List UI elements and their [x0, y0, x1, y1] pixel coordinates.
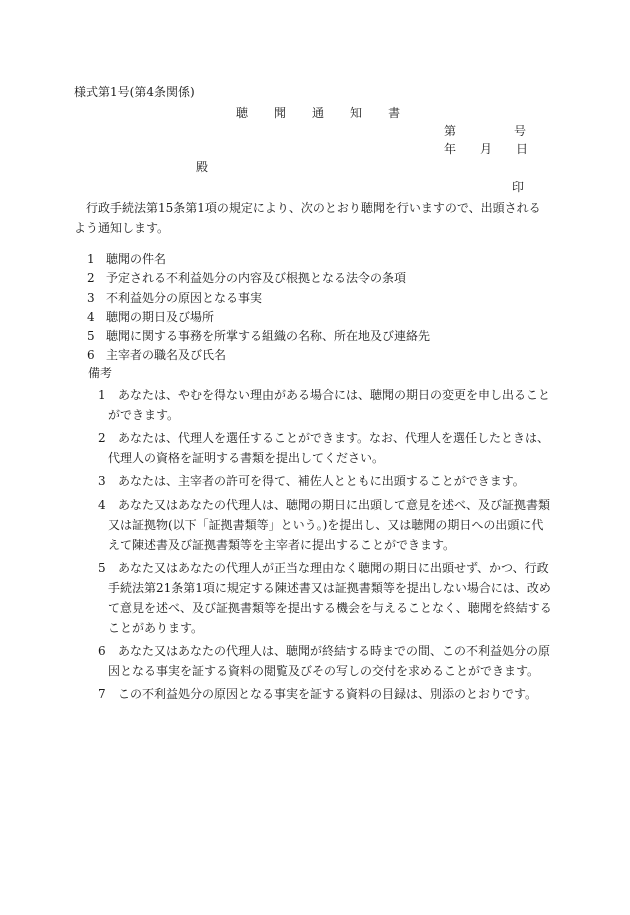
date-month: 月	[480, 142, 493, 156]
title-char: 通	[312, 106, 325, 120]
remark-text: あなた又はあなたの代理人は、聴聞が終結する時までの間、この不利益処分の原因となる事実を証する資料の閲覧及びその写しの交付を求めることができます。	[108, 643, 551, 678]
remark-text: あなたは、主宰者の許可を得て、補佐人とともに出頭することができます。	[118, 474, 525, 489]
remark-text: あなた又はあなたの代理人が正当な理由なく聴聞の期日に出頭せず、かつ、行政手続法第21条第1項に規定する陳述書又は証拠書類等を提出しない場合には、改めて意見を述べ、及び証拠書類等を提出する機会を与えることなく、聴聞を終結することがあります。	[108, 560, 552, 635]
document-title	[236, 106, 426, 122]
list-item	[87, 271, 430, 290]
title-char: 書	[388, 106, 401, 120]
remarks-list	[98, 385, 554, 707]
list-item	[87, 310, 430, 329]
item-number: 6	[87, 348, 95, 363]
remark-text: この不利益処分の原因となる事実を証する資料の目録は、別添のとおりです。	[118, 687, 538, 702]
title-char: 知	[350, 106, 363, 120]
title-char: 聞	[274, 106, 287, 120]
list-item	[87, 252, 430, 271]
item-text: 聴聞の期日及び場所	[106, 309, 215, 324]
item-text: 聴聞の件名	[106, 252, 167, 266]
document-number-line	[444, 124, 528, 140]
number-suffix: 号	[514, 124, 527, 138]
item-text: 主宰者の職名及び氏名	[106, 348, 227, 363]
remark-item	[98, 684, 554, 704]
item-number: 2	[87, 271, 95, 286]
remark-item	[98, 471, 554, 491]
remark-text: あなた又はあなたの代理人は、聴聞の期日に出頭して意見を述べ、及び証拠書類又は証拠物(以下「証拠書類等」という。)を提出し、又は聴聞の期日への出頭に代えて陳述書及び証拠書類等を主宰者に提出することができます。	[108, 497, 551, 552]
remark-text: あなたは、代理人を選任することができます。なお、代理人を選任したときは、代理人の資格を証明する書類を提出してください。	[108, 431, 550, 466]
form-label: 様式第1号(第4条関係)	[74, 85, 195, 99]
list-item	[87, 291, 430, 310]
remark-item	[98, 641, 554, 681]
intro-paragraph: 行政手続法第15条第1項の規定により、次のとおり聴聞を行いますので、出頭されるよう通知します。	[74, 201, 541, 235]
remark-number: 6	[98, 643, 106, 658]
date-year: 年	[444, 142, 457, 156]
remark-number: 5	[98, 560, 106, 575]
remark-item	[98, 385, 554, 425]
remark-item	[98, 428, 554, 468]
remark-number: 1	[98, 388, 106, 402]
remark-number: 4	[98, 497, 106, 512]
seal-mark: 印	[512, 180, 525, 194]
remarks-heading: 備考	[88, 366, 113, 380]
remark-item	[98, 495, 554, 555]
item-text: 聴聞に関する事務を所掌する組織の名称、所在地及び連絡先	[106, 329, 431, 344]
title-char: 聴	[236, 106, 249, 120]
date-day: 日	[516, 142, 529, 156]
remark-text: あなたは、やむを得ない理由がある場合には、聴聞の期日の変更を申し出ることができます。	[108, 388, 551, 422]
remark-number: 7	[98, 687, 106, 702]
item-number: 3	[87, 290, 95, 305]
item-text: 不利益処分の原因となる事実	[106, 290, 263, 305]
notice-items-list	[87, 252, 430, 368]
date-line	[444, 142, 528, 158]
item-number: 1	[87, 252, 95, 266]
item-text: 予定される不利益処分の内容及び根拠となる法令の条項	[106, 271, 407, 286]
item-number: 4	[87, 309, 95, 324]
list-item	[87, 348, 430, 367]
addressee-honorific: 殿	[196, 160, 209, 174]
number-prefix: 第	[444, 124, 457, 138]
remark-number: 3	[98, 474, 106, 489]
item-number: 5	[87, 329, 95, 344]
remark-number: 2	[98, 431, 106, 446]
remark-item	[98, 558, 554, 638]
list-item	[87, 329, 430, 348]
